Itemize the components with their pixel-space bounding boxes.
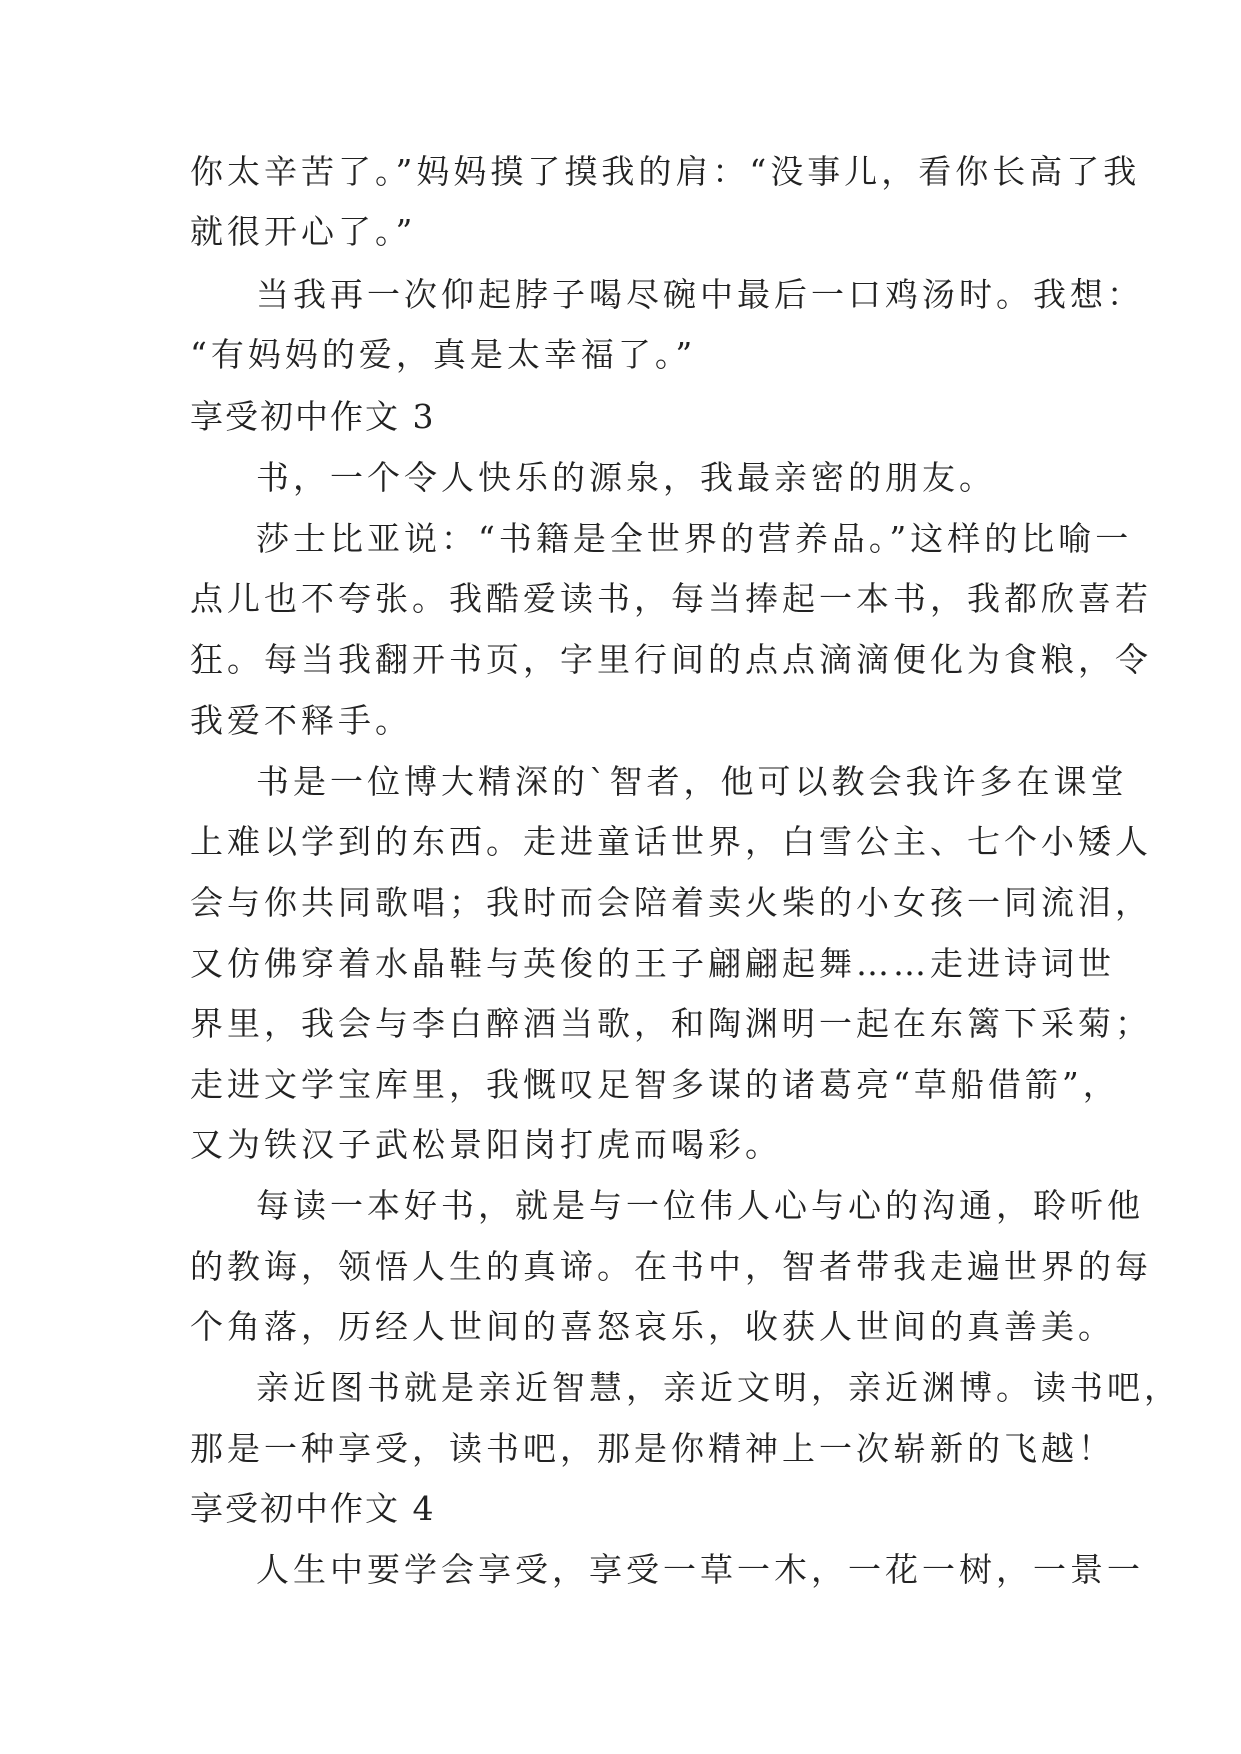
paragraph-start-line: 书是一位博大精深的`智者，他可以教会我许多在课堂 bbox=[256, 762, 1128, 801]
body-text-line: 我爱不释手。 bbox=[190, 701, 412, 740]
paragraph-start-line: 人生中要学会享受，享受一草一木，一花一树，一景一 bbox=[256, 1550, 1144, 1589]
body-text-line: 那是一种享受，读书吧，那是你精神上一次崭新的飞越！ bbox=[190, 1429, 1115, 1468]
paragraph-start-line: 莎士比亚说：“书籍是全世界的营养品。”这样的比喻一 bbox=[256, 519, 1133, 558]
essay-heading: 享受初中作文 3 bbox=[190, 397, 436, 436]
paragraph-start-line: 书，一个令人快乐的源泉，我最亲密的朋友。 bbox=[256, 458, 996, 497]
paragraph-start-line: 每读一本好书，就是与一位伟人心与心的沟通，聆听他 bbox=[256, 1186, 1144, 1225]
body-text-line: 又仿佛穿着水晶鞋与英俊的王子翩翩起舞……走进诗词世 bbox=[190, 944, 1115, 983]
body-text-line: 的教诲，领悟人生的真谛。在书中，智者带我走遍世界的每 bbox=[190, 1247, 1152, 1286]
body-text-line: 点儿也不夸张。我酷爱读书，每当捧起一本书，我都欣喜若 bbox=[190, 579, 1152, 618]
body-text-line: 会与你共同歌唱；我时而会陪着卖火柴的小女孩一同流泪， bbox=[190, 883, 1152, 922]
paragraph-start-line: 亲近图书就是亲近智慧，亲近文明，亲近渊博。读书吧， bbox=[256, 1368, 1181, 1407]
body-text-line: 个角落，历经人世间的喜怒哀乐，收获人世间的真善美。 bbox=[190, 1307, 1115, 1346]
body-text-line: 界里，我会与李白醉酒当歌，和陶渊明一起在东篱下采菊； bbox=[190, 1004, 1152, 1043]
body-text-line: 又为铁汉子武松景阳岗打虎而喝彩。 bbox=[190, 1125, 782, 1164]
paragraph-start-line: 当我再一次仰起脖子喝尽碗中最后一口鸡汤时。我想： bbox=[256, 275, 1144, 314]
body-text-line: 上难以学到的东西。走进童话世界，白雪公主、七个小矮人 bbox=[190, 822, 1152, 861]
body-text-line: 狂。每当我翻开书页，字里行间的点点滴滴便化为食粮，令 bbox=[190, 640, 1152, 679]
body-text-line: “有妈妈的爱，真是太幸福了。” bbox=[190, 335, 697, 374]
body-text-line: 就很开心了。” bbox=[190, 212, 417, 251]
body-text-line: 你太辛苦了。”妈妈摸了摸我的肩：“没事儿，看你长高了我 bbox=[190, 152, 1141, 191]
body-text-line: 走进文学宝库里，我慨叹足智多谋的诸葛亮“草船借箭”， bbox=[190, 1065, 1120, 1104]
essay-heading: 享受初中作文 4 bbox=[190, 1489, 436, 1528]
